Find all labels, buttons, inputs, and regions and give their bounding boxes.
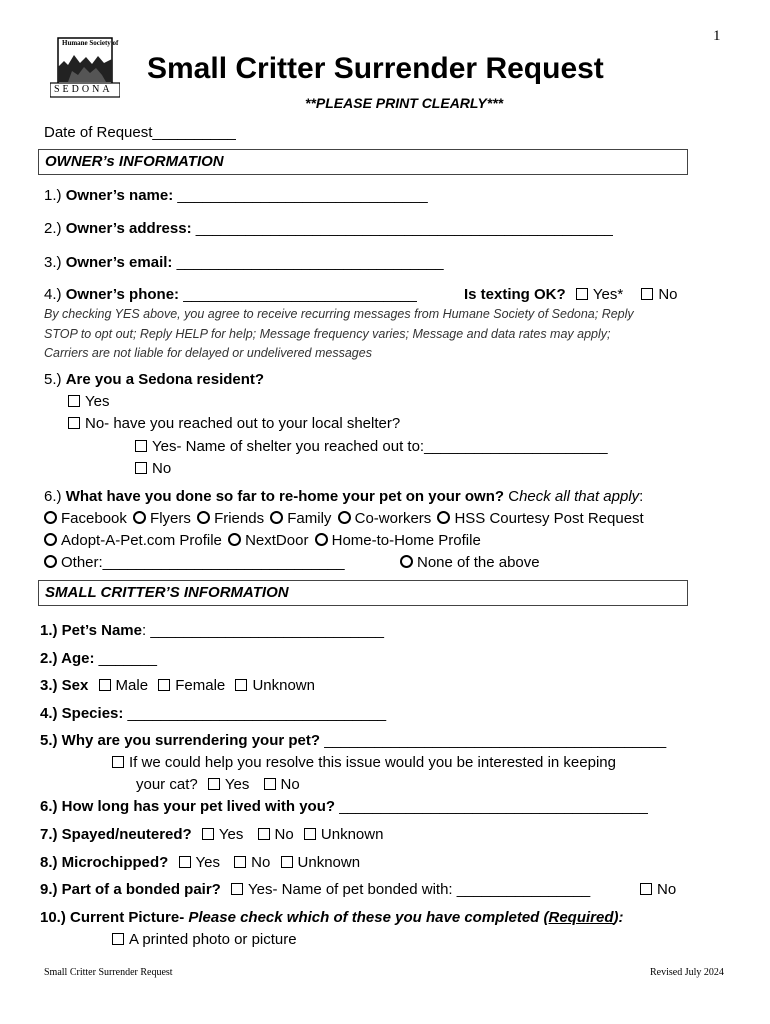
current-picture-label: 10.) Current Picture-: [40, 909, 185, 926]
owner-name-label: Owner’s name:: [65, 187, 174, 204]
keep-cat-no-checkbox[interactable]: No: [264, 776, 300, 793]
bonded-pair-label: 9.) Part of a bonded pair?: [40, 881, 221, 898]
species-line[interactable]: _______________________________: [123, 705, 387, 722]
bonded-pair-field: [40, 881, 590, 898]
texting-label: Is texting OK?: [464, 286, 566, 303]
microchipped-no-checkbox[interactable]: No: [234, 854, 270, 871]
rehome-note-initial: C: [508, 488, 520, 505]
option-home-to-home[interactable]: Home-to-Home Profile: [315, 532, 481, 549]
help-resolve-checkbox[interactable]: If we could help you resolve this issue would you be interested in keeping: [112, 754, 616, 771]
critter-section-title: SMALL CRITTER’S INFORMATION: [45, 584, 289, 601]
spayed-field: [40, 826, 383, 843]
shelter-yes-checkbox[interactable]: Yes- Name of shelter you reached out to:______________________: [135, 438, 608, 455]
spayed-unknown-checkbox[interactable]: Unknown: [304, 826, 384, 843]
footer-left: Small Critter Surrender Request: [44, 967, 173, 978]
surrender-reason-line[interactable]: _________________________________________: [320, 732, 667, 749]
spayed-no-checkbox[interactable]: No: [258, 826, 294, 843]
keep-cat-label: your cat?: [136, 776, 198, 793]
owner-address-label: Owner’s address:: [65, 220, 192, 237]
resident-yes-checkbox[interactable]: Yes: [68, 393, 109, 410]
shelter-no-checkbox[interactable]: No: [135, 460, 171, 477]
page-subtitle: **PLEASE PRINT CLEARLY***: [305, 95, 504, 111]
hss-logo: [50, 37, 120, 99]
microchipped-yes-checkbox[interactable]: Yes: [179, 854, 220, 871]
option-flyers[interactable]: Flyers: [133, 510, 191, 527]
q-number: 1.): [44, 187, 62, 204]
time-with-pet-field[interactable]: [40, 798, 648, 815]
surrender-reason-field[interactable]: [40, 732, 666, 749]
option-none[interactable]: None of the above: [400, 554, 540, 571]
age-field[interactable]: [40, 650, 157, 667]
texting-no-checkbox[interactable]: No: [641, 286, 677, 303]
q-number: 2.): [44, 220, 62, 237]
bonded-yes-checkbox[interactable]: Yes- Name of pet bonded with: ________________: [231, 881, 590, 898]
resident-question: [44, 371, 264, 388]
owner-section-title: OWNER’s INFORMATION: [45, 153, 224, 170]
sex-unknown-checkbox[interactable]: Unknown: [235, 677, 315, 694]
spayed-label: 7.) Spayed/neutered?: [40, 826, 192, 843]
rehome-options-row-2: [44, 532, 481, 549]
surrender-reason-label: 5.) Why are you surrendering your pet?: [40, 732, 321, 749]
page-title: Small Critter Surrender Request: [147, 52, 604, 85]
time-with-pet-line[interactable]: _____________________________________: [335, 798, 648, 815]
keep-cat-yes-checkbox[interactable]: Yes: [208, 776, 249, 793]
q-number: 6.): [44, 488, 62, 505]
species-field[interactable]: [40, 705, 386, 722]
q-number: 5.): [44, 371, 62, 388]
time-with-pet-label: 6.) How long has your pet lived with you?: [40, 798, 336, 815]
logo-top-text: Humane Society of: [62, 39, 119, 47]
critter-section-header: [38, 580, 688, 606]
current-picture-note: Please check which of these you have completed (: [188, 909, 549, 926]
owner-address-field[interactable]: [44, 220, 613, 237]
option-other[interactable]: Other:_____________________________: [44, 554, 345, 571]
footer-right: Revised July 2024: [650, 967, 724, 978]
option-coworkers[interactable]: Co-workers: [338, 510, 432, 527]
pet-name-line[interactable]: : ____________________________: [142, 622, 384, 639]
printed-photo-checkbox[interactable]: A printed photo or picture: [112, 931, 297, 948]
q-number: 4.): [44, 286, 62, 303]
rehome-options-row-1: [44, 510, 644, 527]
microchipped-label: 8.) Microchipped?: [40, 854, 169, 871]
page-number: 1: [713, 28, 721, 44]
owner-phone-label: Owner’s phone:: [65, 286, 180, 303]
owner-name-field[interactable]: [44, 187, 428, 204]
current-picture-question: [40, 909, 624, 926]
date-of-request[interactable]: Date of Request__________: [44, 124, 236, 141]
resident-no-checkbox[interactable]: No- have you reached out to your local shelter?: [68, 415, 400, 432]
age-label: 2.) Age:: [40, 650, 95, 667]
q-number: 3.): [44, 254, 62, 271]
logo-bottom-text: SEDONA: [54, 84, 113, 95]
sex-label: 3.) Sex: [40, 677, 89, 694]
owner-email-label: Owner’s email:: [65, 254, 173, 271]
current-picture-note-end: ):: [613, 909, 624, 926]
microchipped-field: [40, 854, 360, 871]
required-tag: Required: [548, 909, 614, 926]
rehome-note: heck all that apply: [519, 488, 640, 505]
sex-female-checkbox[interactable]: Female: [158, 677, 225, 694]
owner-phone-line[interactable]: ____________________________: [183, 286, 417, 303]
age-line[interactable]: _______: [94, 650, 158, 667]
spayed-yes-checkbox[interactable]: Yes: [202, 826, 243, 843]
consent-line-2: STOP to opt out; Reply HELP for help; Message frequency varies; Message and data rates may apply;: [44, 327, 611, 341]
owner-phone-field[interactable]: [44, 286, 417, 303]
option-adopt-a-pet[interactable]: Adopt-A-Pet.com Profile: [44, 532, 222, 549]
keep-cat-question: [136, 776, 300, 793]
species-label: 4.) Species:: [40, 705, 124, 722]
owner-email-line[interactable]: ________________________________: [176, 254, 444, 271]
owner-section-header: [38, 149, 688, 175]
pet-name-label: 1.) Pet’s Name: [40, 622, 142, 639]
resident-label: Are you a Sedona resident?: [65, 371, 265, 388]
rehome-question: 6.) What have you done so far to re-home your pet on your own? Check all that apply:: [44, 488, 644, 505]
option-friends[interactable]: Friends: [197, 510, 264, 527]
bonded-no-checkbox[interactable]: No: [640, 881, 676, 898]
owner-name-line[interactable]: ______________________________: [177, 187, 428, 204]
sex-male-checkbox[interactable]: Male: [99, 677, 149, 694]
texting-question: [464, 286, 678, 303]
owner-address-line[interactable]: __________________________________________________: [195, 220, 613, 237]
microchipped-unknown-checkbox[interactable]: Unknown: [281, 854, 361, 871]
consent-line-3: Carriers are not liable for delayed or undelivered messages: [44, 346, 372, 360]
option-family[interactable]: Family: [270, 510, 331, 527]
option-hss-courtesy-post[interactable]: HSS Courtesy Post Request: [437, 510, 643, 527]
option-facebook[interactable]: Facebook: [44, 510, 127, 527]
texting-yes-checkbox[interactable]: Yes*: [576, 286, 623, 303]
option-nextdoor[interactable]: NextDoor: [228, 532, 308, 549]
consent-line-1: By checking YES above, you agree to receive recurring messages from Humane Society of Sedona; Reply: [44, 307, 634, 321]
pet-name-field[interactable]: [40, 622, 384, 639]
sex-field: [40, 677, 315, 694]
rehome-label: What have you done so far to re-home your pet on your own?: [65, 488, 505, 505]
owner-email-field[interactable]: [44, 254, 444, 271]
